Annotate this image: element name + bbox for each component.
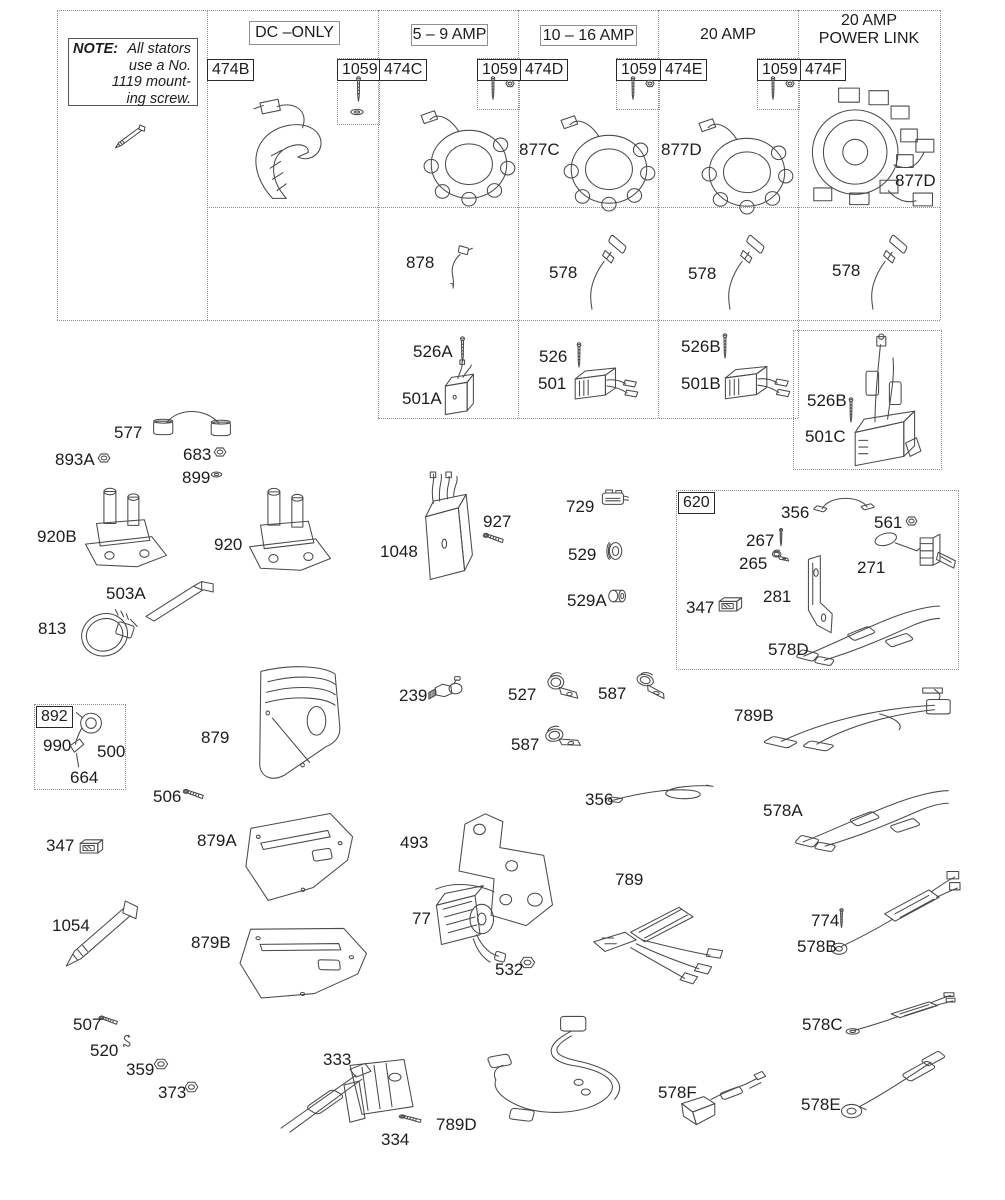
rocker-icon	[712, 590, 752, 620]
part-label-789B: 789B	[734, 706, 774, 725]
grid-line	[57, 10, 940, 11]
solenoid-icon	[244, 484, 336, 582]
ring-stator-icon	[560, 113, 662, 210]
note-line: ing screw.	[126, 90, 191, 107]
column-header-label: 20 AMP	[699, 26, 757, 43]
part-label-529: 529	[568, 545, 597, 564]
harness-double-icon	[798, 584, 944, 666]
probe-wire-icon	[712, 237, 770, 313]
note-prefix: NOTE:	[73, 41, 119, 57]
part-label-813: 813	[38, 619, 67, 638]
part-label-1054: 1054	[52, 916, 90, 935]
harness-multi-icon	[588, 890, 730, 986]
grid-line	[57, 10, 58, 320]
nut-icon	[505, 79, 515, 88]
part-label-527: 527	[508, 685, 537, 704]
part-label-578: 578	[549, 263, 578, 282]
reg-large-icon	[848, 334, 938, 467]
part-label-578D: 578D	[768, 640, 809, 659]
jumper-icon	[812, 489, 876, 522]
part-tag-1059: 1059	[616, 59, 662, 81]
grid-line	[57, 320, 940, 321]
regulator-icon	[568, 356, 640, 406]
part-label-899: 899	[182, 468, 211, 487]
coil-wire-icon	[609, 770, 715, 812]
screw-icon	[767, 76, 779, 101]
screw-diag-icon	[483, 530, 505, 548]
screw-icon	[627, 76, 639, 101]
screw-icon	[487, 76, 499, 101]
column-header-20-amp-power-link	[798, 12, 940, 48]
washer-icon	[209, 469, 224, 480]
part-tag-1059: 1059	[337, 59, 383, 81]
part-label-501: 501	[538, 374, 567, 393]
part-tag-474F: 474F	[800, 59, 846, 81]
part-tag-892: 892	[36, 706, 73, 728]
part-label-529A: 529A	[567, 591, 607, 610]
part-label-267: 267	[746, 531, 775, 550]
nut-icon	[645, 79, 655, 88]
cover-plate-icon	[236, 805, 360, 911]
alternator-icon	[800, 83, 938, 211]
part-label-526A: 526A	[413, 342, 453, 361]
note-line: All stators	[127, 41, 191, 57]
part-label-879B: 879B	[191, 933, 231, 952]
part-label-587: 587	[511, 735, 540, 754]
connector-icon	[594, 484, 636, 514]
harness-double-icon	[797, 768, 953, 852]
part-label-990: 990	[43, 736, 72, 755]
bolt-icon	[58, 898, 140, 972]
part-label-271: 271	[857, 558, 886, 577]
harness-y-icon	[762, 688, 958, 760]
nut-icon	[153, 1057, 169, 1071]
part-label-578A: 578A	[763, 801, 803, 820]
part-tag-474B: 474B	[207, 59, 254, 81]
sender-icon	[427, 671, 473, 711]
part-tag-1059: 1059	[757, 59, 803, 81]
part-label-879A: 879A	[197, 831, 237, 850]
part-label-578: 578	[688, 264, 717, 283]
column-header-label: DC –ONLY	[255, 24, 334, 41]
part-label-774: 774	[811, 911, 840, 930]
part-label-526B: 526B	[681, 337, 721, 356]
part-label-356: 356	[585, 790, 614, 809]
rocker-icon	[73, 832, 113, 862]
hose-clamp-icon	[76, 597, 144, 667]
note-line: 1119 mount-	[111, 74, 191, 90]
strip-icon	[141, 570, 223, 628]
column-header-label: 5 – 9 AMP	[412, 26, 487, 43]
harness-3-icon	[845, 990, 955, 1036]
part-label-532: 532	[495, 960, 524, 979]
grommet-icon	[601, 536, 629, 566]
keyswitch-round-icon	[64, 706, 116, 772]
grid-line	[207, 10, 208, 320]
part-tag-620: 620	[678, 492, 715, 514]
part-label-265: 265	[739, 554, 768, 573]
screw-diag-icon	[99, 1013, 119, 1029]
nut-icon	[785, 79, 795, 88]
cover-plate-icon	[223, 905, 379, 1022]
part-label-359: 359	[126, 1060, 155, 1079]
part-label-927: 927	[483, 512, 512, 531]
part-label-77: 77	[412, 909, 431, 928]
part-label-578: 578	[832, 261, 861, 280]
part-label-281: 281	[763, 587, 792, 606]
screw-icon	[776, 528, 786, 547]
part-label-356: 356	[781, 503, 810, 522]
part-label-526: 526	[539, 347, 568, 366]
part-label-893A: 893A	[55, 450, 95, 469]
part-label-877C: 877C	[519, 140, 560, 159]
bolt-icon	[112, 124, 146, 150]
part-label-920B: 920B	[37, 527, 77, 546]
part-label-520: 520	[90, 1041, 119, 1060]
part-tag-474E: 474E	[660, 59, 707, 81]
part-tag-474C: 474C	[379, 59, 427, 81]
part-label-729: 729	[566, 497, 595, 516]
part-label-578B: 578B	[797, 937, 837, 956]
part-label-334: 334	[381, 1130, 410, 1149]
cover-icon	[233, 661, 349, 791]
part-label-877D: 877D	[895, 171, 936, 190]
part-label-561: 561	[874, 513, 903, 532]
part-label-578F: 578F	[658, 1083, 697, 1102]
column-header-label: POWER LINK	[818, 30, 920, 47]
note-box	[68, 38, 198, 106]
column-header-label: 10 – 16 AMP	[542, 26, 635, 44]
ring-stator-icon	[698, 116, 800, 213]
screw-icon	[352, 76, 365, 103]
probe-wire-icon	[574, 237, 632, 313]
part-label-333: 333	[323, 1050, 352, 1069]
column-header-label: 20 AMP	[840, 12, 898, 29]
p-clip-icon	[540, 668, 584, 710]
p-clip-icon	[535, 717, 589, 763]
part-label-577: 577	[114, 423, 143, 442]
part-label-373: 373	[158, 1083, 187, 1102]
part-label-1048: 1048	[380, 542, 418, 561]
column-header-dc-only	[249, 21, 340, 45]
column-header-10-16-amp	[540, 25, 637, 46]
part-label-789: 789	[615, 870, 644, 889]
harness-loop-icon	[467, 1014, 647, 1136]
column-header-20-amp	[658, 26, 798, 44]
solenoid-icon	[80, 484, 172, 578]
part-label-878: 878	[406, 253, 435, 272]
harness-ring-icon	[837, 1046, 949, 1120]
washer-icon	[348, 106, 366, 118]
part-label-493: 493	[400, 833, 429, 852]
part-label-578E: 578E	[801, 1095, 841, 1114]
grid-line	[940, 10, 941, 320]
part-label-501B: 501B	[681, 374, 721, 393]
part-label-683: 683	[183, 445, 212, 464]
screw-diag-icon	[399, 1112, 423, 1127]
part-label-879: 879	[201, 728, 230, 747]
part-label-789D: 789D	[436, 1115, 477, 1134]
starter-icon	[428, 870, 512, 968]
diode-wire-icon	[440, 243, 476, 291]
part-label-526B: 526B	[807, 391, 847, 410]
part-label-920: 920	[214, 535, 243, 554]
part-label-578C: 578C	[802, 1015, 843, 1034]
clip-icon	[118, 1034, 138, 1058]
p-clip-icon	[623, 665, 676, 710]
regulator-icon	[718, 354, 792, 406]
part-label-501C: 501C	[805, 427, 846, 446]
part-label-664: 664	[70, 768, 99, 787]
note-line: use a No.	[128, 57, 191, 74]
part-label-507: 507	[73, 1015, 102, 1034]
part-label-347: 347	[686, 598, 715, 617]
reg-box-icon	[437, 360, 489, 422]
part-label-877D: 877D	[661, 140, 702, 159]
part-tag-1059: 1059	[477, 59, 523, 81]
cable-icon	[144, 402, 240, 450]
part-label-347: 347	[46, 836, 75, 855]
part-label-500: 500	[97, 742, 126, 761]
screw-diag-icon	[183, 786, 205, 804]
harness-3-icon	[830, 866, 960, 958]
module-icon	[410, 472, 488, 584]
nut-icon	[97, 452, 111, 464]
nut-icon	[213, 446, 227, 458]
probe-wire-icon	[855, 237, 913, 313]
part-label-506: 506	[153, 787, 182, 806]
part-label-239: 239	[399, 686, 428, 705]
part-label-501A: 501A	[402, 389, 442, 408]
plug-icon	[603, 583, 633, 609]
dc-stator-icon	[238, 92, 353, 204]
part-label-587: 587	[598, 684, 627, 703]
part-tag-474D: 474D	[520, 59, 568, 81]
ring-stator-icon	[420, 108, 522, 205]
part-label-503A: 503A	[106, 584, 146, 603]
column-header-5-9-amp	[411, 24, 488, 46]
